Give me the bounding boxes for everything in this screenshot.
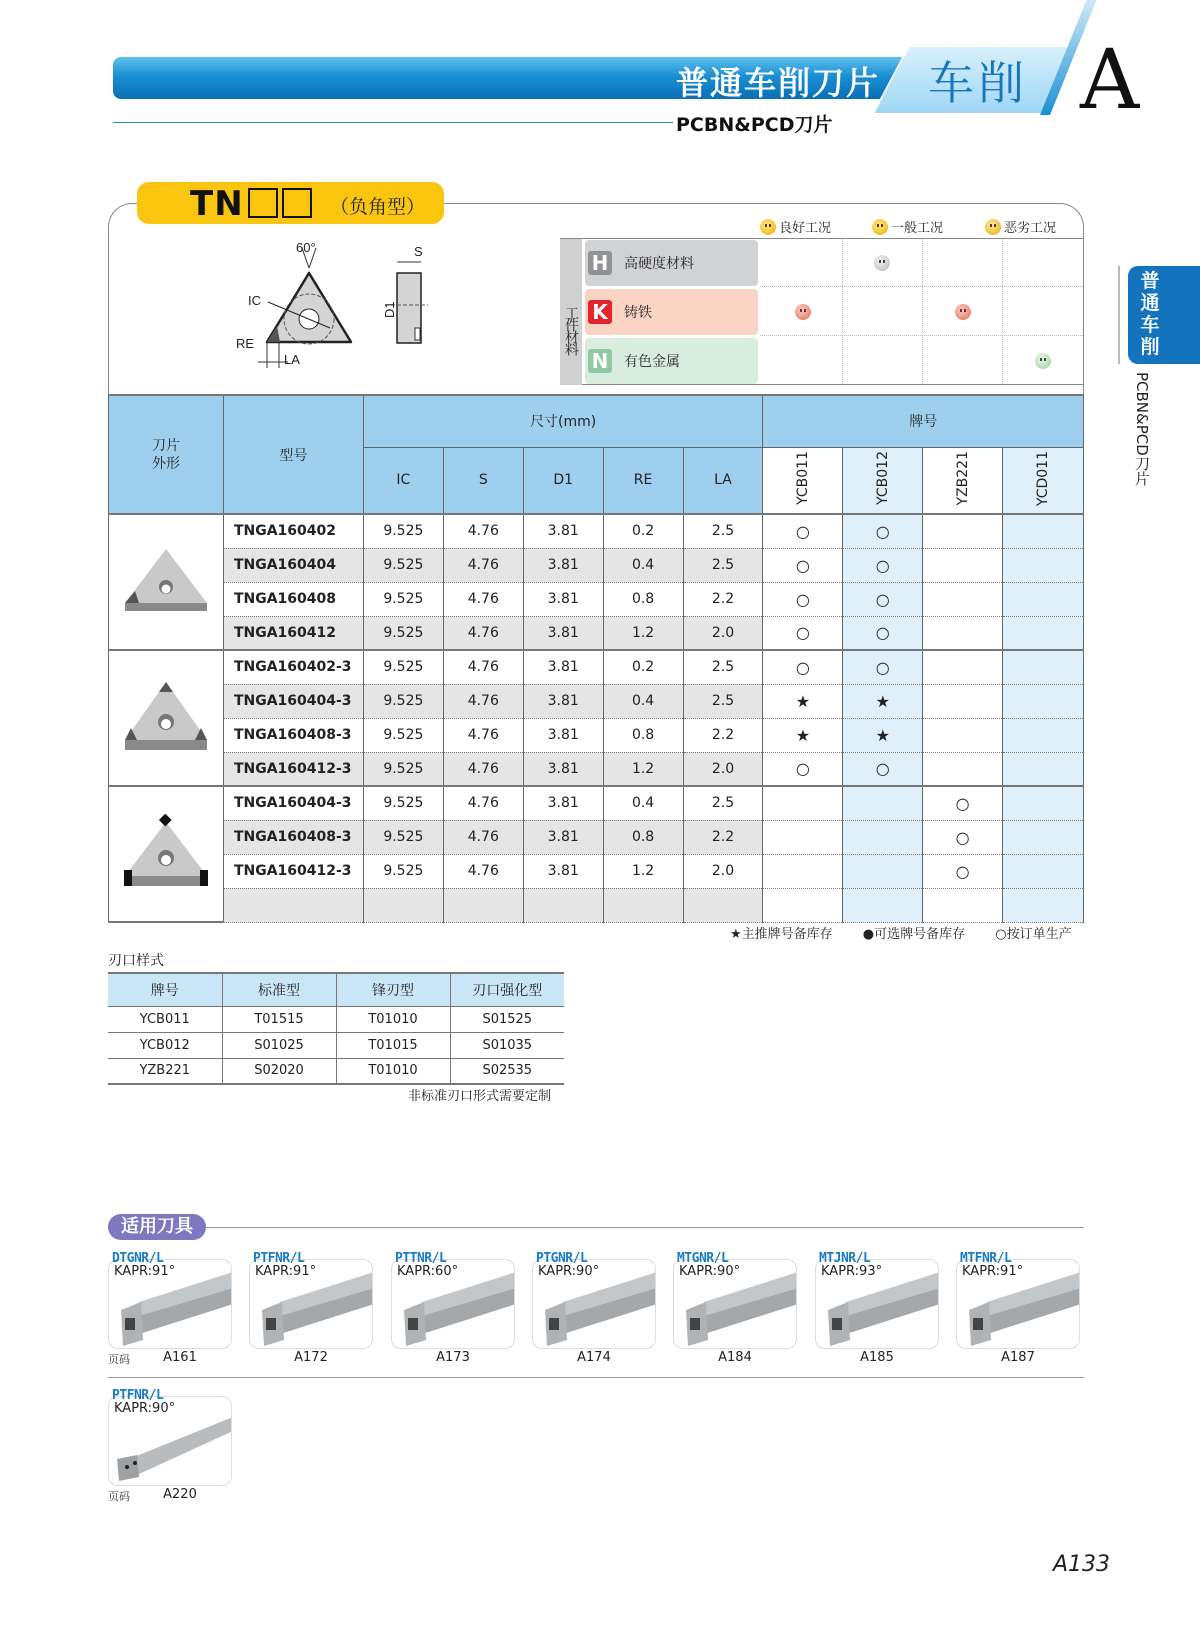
col-re: RE bbox=[603, 447, 683, 514]
grade-mark-cell bbox=[1003, 548, 1084, 582]
ic-cell: 9.525 bbox=[363, 582, 443, 616]
re-cell: 0.8 bbox=[603, 820, 683, 854]
model-cell: TNGA160404 bbox=[223, 548, 363, 582]
edge-col-reinforced: 刃口强化型 bbox=[450, 973, 564, 1006]
s-cell: 4.76 bbox=[443, 752, 523, 786]
grade-mark-cell: ○ bbox=[763, 650, 843, 684]
tool-name: DTGNR/L bbox=[112, 1251, 164, 1266]
grade-mark-cell: ★ bbox=[763, 684, 843, 718]
re-cell: 1.2 bbox=[603, 616, 683, 650]
legend-star: ★主推牌号备库存 bbox=[730, 927, 833, 942]
tools-separator bbox=[108, 1377, 1084, 1378]
la-cell: 2.0 bbox=[683, 752, 763, 786]
tools-title: 适用刀具 bbox=[108, 1214, 206, 1240]
grade-mark-cell: ★ bbox=[763, 718, 843, 752]
d1-cell: 3.81 bbox=[523, 582, 603, 616]
re-cell: 0.4 bbox=[603, 684, 683, 718]
edge-style-table bbox=[108, 972, 564, 1085]
d1-cell: 3.81 bbox=[523, 820, 603, 854]
svg-text:60°: 60° bbox=[296, 240, 316, 255]
d1-cell: 3.81 bbox=[523, 514, 603, 548]
page-number: A133 bbox=[1053, 1552, 1111, 1577]
bad-face-icon bbox=[985, 219, 1001, 235]
la-cell: 2.2 bbox=[683, 582, 763, 616]
good-face-icon bbox=[795, 304, 811, 320]
s-cell: 4.76 bbox=[443, 718, 523, 752]
tool-page-ref[interactable]: A187 bbox=[1001, 1350, 1035, 1365]
table-row bbox=[109, 548, 1084, 582]
model-cell bbox=[223, 888, 363, 922]
grade-mark-cell: ○ bbox=[763, 582, 843, 616]
col-ycb011: YCB011 bbox=[763, 447, 843, 514]
grade-mark-cell bbox=[1003, 888, 1084, 922]
ic-cell: 9.525 bbox=[363, 650, 443, 684]
grade-mark-cell: ○ bbox=[923, 854, 1003, 888]
model-cell: TNGA160402 bbox=[223, 514, 363, 548]
s-cell: 4.76 bbox=[443, 650, 523, 684]
col-d1: D1 bbox=[523, 447, 603, 514]
svg-text:D1: D1 bbox=[382, 301, 397, 318]
grade-mark-cell: ○ bbox=[843, 582, 923, 616]
table-row: YCB011 T01515 T01010 S01525 bbox=[108, 1006, 564, 1032]
grade-mark-cell bbox=[843, 854, 923, 888]
la-cell: 2.0 bbox=[683, 854, 763, 888]
tool-page-ref[interactable]: A185 bbox=[860, 1350, 894, 1365]
grade-mark-cell: ○ bbox=[923, 786, 1003, 820]
model-cell: TNGA160402-3 bbox=[223, 650, 363, 684]
col-ic: IC bbox=[363, 447, 443, 514]
legend-bad bbox=[985, 217, 1056, 236]
table-row bbox=[109, 616, 1084, 650]
grade-mark-cell bbox=[843, 888, 923, 922]
page-label: 页码 bbox=[108, 1353, 130, 1366]
side-tab-bracket bbox=[1118, 266, 1122, 364]
insert-code-text: TN bbox=[190, 184, 244, 224]
grade-mark-cell: ○ bbox=[763, 752, 843, 786]
grade-mark-cell bbox=[923, 752, 1003, 786]
col-s: S bbox=[443, 447, 523, 514]
edge-style-title: 刃口样式 bbox=[108, 953, 164, 969]
d1-cell bbox=[523, 888, 603, 922]
table-row bbox=[109, 752, 1084, 786]
header-title: 普通车削刀片 bbox=[675, 64, 880, 102]
tool-kapr: KAPR:90° bbox=[114, 1401, 176, 1416]
la-cell: 2.5 bbox=[683, 548, 763, 582]
table-row bbox=[109, 650, 1084, 684]
model-cell: TNGA160404-3 bbox=[223, 684, 363, 718]
material-k-icon: K bbox=[588, 300, 612, 324]
col-model: 型号 bbox=[223, 395, 363, 514]
normal-face-icon bbox=[872, 219, 888, 235]
material-n-icon: N bbox=[588, 349, 612, 373]
s-cell: 4.76 bbox=[443, 854, 523, 888]
tool-page-ref[interactable]: A172 bbox=[294, 1350, 328, 1365]
table-row bbox=[109, 514, 1084, 548]
grade-mark-cell bbox=[923, 684, 1003, 718]
insert-spec-table bbox=[108, 394, 1084, 923]
tool-kapr: KAPR:93° bbox=[821, 1264, 883, 1279]
grade-mark-cell bbox=[923, 650, 1003, 684]
grade-mark-cell: ○ bbox=[843, 514, 923, 548]
grade-mark-cell bbox=[763, 854, 843, 888]
tool-name: PTFNR/L bbox=[112, 1388, 164, 1403]
grade-mark-cell: ○ bbox=[763, 616, 843, 650]
material-name: 铸铁 bbox=[624, 305, 652, 321]
ic-cell: 9.525 bbox=[363, 820, 443, 854]
tool-kapr: KAPR:60° bbox=[397, 1264, 459, 1279]
re-cell: 0.2 bbox=[603, 650, 683, 684]
material-k bbox=[585, 289, 758, 335]
ic-cell: 9.525 bbox=[363, 786, 443, 820]
model-cell: TNGA160412-3 bbox=[223, 752, 363, 786]
grade-mark-cell bbox=[1003, 514, 1084, 548]
col-dims-group: 尺寸(mm) bbox=[363, 395, 763, 447]
re-cell: 0.4 bbox=[603, 548, 683, 582]
grade-mark-cell: ○ bbox=[843, 548, 923, 582]
table-row bbox=[109, 684, 1084, 718]
d1-cell: 3.81 bbox=[523, 650, 603, 684]
model-cell: TNGA160408-3 bbox=[223, 820, 363, 854]
grade-mark-cell bbox=[843, 786, 923, 820]
workpiece-material-label: 工件材料 bbox=[560, 239, 582, 385]
edge-col-standard: 标准型 bbox=[222, 973, 336, 1006]
grade-mark-cell bbox=[1003, 786, 1084, 820]
re-cell: 0.8 bbox=[603, 582, 683, 616]
grade-mark-cell: ○ bbox=[923, 820, 1003, 854]
s-cell bbox=[443, 888, 523, 922]
ic-cell: 9.525 bbox=[363, 684, 443, 718]
insert-code bbox=[190, 184, 312, 224]
table-row bbox=[109, 820, 1084, 854]
d1-cell: 3.81 bbox=[523, 854, 603, 888]
grade-mark-cell bbox=[1003, 650, 1084, 684]
edge-note: 非标准刃口形式需要定制 bbox=[408, 1089, 552, 1104]
model-cell: TNGA160412 bbox=[223, 616, 363, 650]
insert-type: （负角型） bbox=[330, 196, 426, 218]
la-cell bbox=[683, 888, 763, 922]
legend-label: 一般工况 bbox=[891, 221, 944, 236]
s-cell: 4.76 bbox=[443, 684, 523, 718]
material-h bbox=[585, 240, 758, 286]
table-row bbox=[109, 786, 1084, 820]
svg-text:LA: LA bbox=[284, 352, 300, 367]
side-tab-label: 普通车削 bbox=[1140, 270, 1160, 358]
tool-name: MTFNR/L bbox=[960, 1251, 1012, 1266]
re-cell: 0.4 bbox=[603, 786, 683, 820]
d1-cell: 3.81 bbox=[523, 718, 603, 752]
svg-text:IC: IC bbox=[248, 293, 261, 308]
grade-mark-cell bbox=[1003, 752, 1084, 786]
legend-label: 恶劣工况 bbox=[1004, 221, 1057, 236]
s-cell: 4.76 bbox=[443, 820, 523, 854]
edge-col-grade: 牌号 bbox=[108, 973, 222, 1006]
col-ycb012: YCB012 bbox=[843, 447, 923, 514]
table-row bbox=[109, 854, 1084, 888]
table-row bbox=[109, 718, 1084, 752]
table-row bbox=[109, 888, 1084, 922]
ic-cell bbox=[363, 888, 443, 922]
grade-mark-cell: ○ bbox=[843, 616, 923, 650]
tool-kapr: KAPR:90° bbox=[538, 1264, 600, 1279]
material-h-icon: H bbox=[588, 251, 612, 275]
grade-mark-cell bbox=[923, 514, 1003, 548]
material-condition-grid bbox=[560, 237, 1083, 385]
normal-face-icon bbox=[955, 304, 971, 320]
ic-cell: 9.525 bbox=[363, 854, 443, 888]
grade-mark-cell: ○ bbox=[763, 514, 843, 548]
placeholder-box-icon bbox=[282, 188, 312, 218]
la-cell: 2.5 bbox=[683, 684, 763, 718]
grade-mark-cell bbox=[1003, 582, 1084, 616]
d1-cell: 3.81 bbox=[523, 786, 603, 820]
grade-mark-cell: ○ bbox=[763, 548, 843, 582]
d1-cell: 3.81 bbox=[523, 616, 603, 650]
tool-name: MTJNR/L bbox=[819, 1251, 871, 1266]
tool-kapr: KAPR:91° bbox=[962, 1264, 1024, 1279]
tool-kapr: KAPR:91° bbox=[255, 1264, 317, 1279]
s-cell: 4.76 bbox=[443, 548, 523, 582]
stock-legend bbox=[730, 923, 1072, 942]
table-row: YZB221 S02020 T01010 S02535 bbox=[108, 1058, 564, 1084]
col-yzb221: YZB221 bbox=[923, 447, 1003, 514]
insert-shape-icon bbox=[109, 786, 224, 922]
grade-mark-cell: ○ bbox=[843, 650, 923, 684]
la-cell: 2.5 bbox=[683, 786, 763, 820]
model-cell: TNGA160408-3 bbox=[223, 718, 363, 752]
tool-page-ref[interactable]: A173 bbox=[436, 1350, 470, 1365]
tool-page-ref[interactable]: A184 bbox=[718, 1350, 752, 1365]
grade-mark-cell: ★ bbox=[843, 684, 923, 718]
grade-mark-cell bbox=[1003, 718, 1084, 752]
insert-dimension-drawing bbox=[230, 240, 450, 380]
insert-shape-icon bbox=[109, 650, 224, 786]
model-cell: TNGA160412-3 bbox=[223, 854, 363, 888]
la-cell: 2.2 bbox=[683, 820, 763, 854]
la-cell: 2.5 bbox=[683, 514, 763, 548]
svg-text:RE: RE bbox=[236, 336, 255, 351]
col-grade-group: 牌号 bbox=[763, 395, 1084, 447]
section-letter: A bbox=[1080, 33, 1140, 128]
tool-page-ref[interactable]: A161 bbox=[163, 1350, 197, 1365]
legend-dot: ●可选牌号备库存 bbox=[862, 927, 966, 942]
s-cell: 4.76 bbox=[443, 582, 523, 616]
grade-mark-cell bbox=[763, 820, 843, 854]
grade-mark-cell bbox=[1003, 854, 1084, 888]
model-cell: TNGA160408 bbox=[223, 582, 363, 616]
grade-mark-cell bbox=[763, 888, 843, 922]
s-cell: 4.76 bbox=[443, 616, 523, 650]
ic-cell: 9.525 bbox=[363, 548, 443, 582]
tools-rule bbox=[206, 1227, 1084, 1228]
grade-mark-cell bbox=[763, 786, 843, 820]
grade-mark-cell bbox=[923, 582, 1003, 616]
re-cell: 0.2 bbox=[603, 514, 683, 548]
tool-page-ref[interactable]: A174 bbox=[577, 1350, 611, 1365]
insert-shape-icon bbox=[109, 514, 224, 650]
d1-cell: 3.81 bbox=[523, 548, 603, 582]
re-cell: 1.2 bbox=[603, 752, 683, 786]
legend-circle: ○按订单生产 bbox=[995, 927, 1072, 942]
ic-cell: 9.525 bbox=[363, 718, 443, 752]
tool-name: PTTNR/L bbox=[395, 1251, 447, 1266]
material-name: 高硬度材料 bbox=[624, 256, 694, 272]
grade-mark-cell bbox=[1003, 820, 1084, 854]
tool-name: PTFNR/L bbox=[253, 1251, 305, 1266]
header-rule bbox=[113, 122, 673, 123]
normal-face-icon bbox=[1035, 353, 1051, 369]
side-tab-vertical-text: PCBN&PCD刀片 bbox=[1133, 372, 1151, 486]
normal-face-icon bbox=[874, 255, 890, 271]
s-cell: 4.76 bbox=[443, 786, 523, 820]
col-la: LA bbox=[683, 447, 763, 514]
grade-mark-cell bbox=[1003, 616, 1084, 650]
la-cell: 2.5 bbox=[683, 650, 763, 684]
re-cell: 1.2 bbox=[603, 854, 683, 888]
col-shape: 刀片外形 bbox=[109, 395, 224, 514]
la-cell: 2.2 bbox=[683, 718, 763, 752]
d1-cell: 3.81 bbox=[523, 684, 603, 718]
s-cell: 4.76 bbox=[443, 514, 523, 548]
legend-label: 良好工况 bbox=[779, 221, 832, 236]
material-n bbox=[585, 338, 758, 384]
tool-name: MTGNR/L bbox=[677, 1251, 729, 1266]
table-row: YCB012 S01025 T01015 S01035 bbox=[108, 1032, 564, 1058]
model-cell: TNGA160404-3 bbox=[223, 786, 363, 820]
table-row bbox=[109, 582, 1084, 616]
ic-cell: 9.525 bbox=[363, 616, 443, 650]
tool-page-ref[interactable]: A220 bbox=[163, 1487, 197, 1502]
edge-col-sharp: 锋刃型 bbox=[336, 973, 450, 1006]
ic-cell: 9.525 bbox=[363, 752, 443, 786]
re-cell bbox=[603, 888, 683, 922]
re-cell: 0.8 bbox=[603, 718, 683, 752]
grade-mark-cell: ★ bbox=[843, 718, 923, 752]
tool-kapr: KAPR:90° bbox=[679, 1264, 741, 1279]
grade-mark-cell: ○ bbox=[843, 752, 923, 786]
d1-cell: 3.81 bbox=[523, 752, 603, 786]
grade-mark-cell bbox=[923, 718, 1003, 752]
grade-mark-cell bbox=[923, 616, 1003, 650]
grade-mark-cell bbox=[843, 820, 923, 854]
la-cell: 2.0 bbox=[683, 616, 763, 650]
grade-mark-cell bbox=[1003, 684, 1084, 718]
grade-mark-cell bbox=[923, 548, 1003, 582]
page-label: 页码 bbox=[108, 1490, 130, 1503]
section-tab: 车削 bbox=[928, 56, 1028, 110]
legend-normal bbox=[872, 217, 943, 236]
good-face-icon bbox=[760, 219, 776, 235]
tool-name: PTGNR/L bbox=[536, 1251, 588, 1266]
header-subtitle: PCBN&PCD刀片 bbox=[676, 114, 833, 136]
svg-text:S: S bbox=[414, 244, 423, 259]
placeholder-box-icon bbox=[248, 188, 278, 218]
material-name: 有色金属 bbox=[624, 354, 680, 370]
ic-cell: 9.525 bbox=[363, 514, 443, 548]
grade-mark-cell bbox=[923, 888, 1003, 922]
legend-good bbox=[760, 217, 831, 236]
tool-kapr: KAPR:91° bbox=[114, 1264, 176, 1279]
col-ycd011: YCD011 bbox=[1003, 447, 1084, 514]
